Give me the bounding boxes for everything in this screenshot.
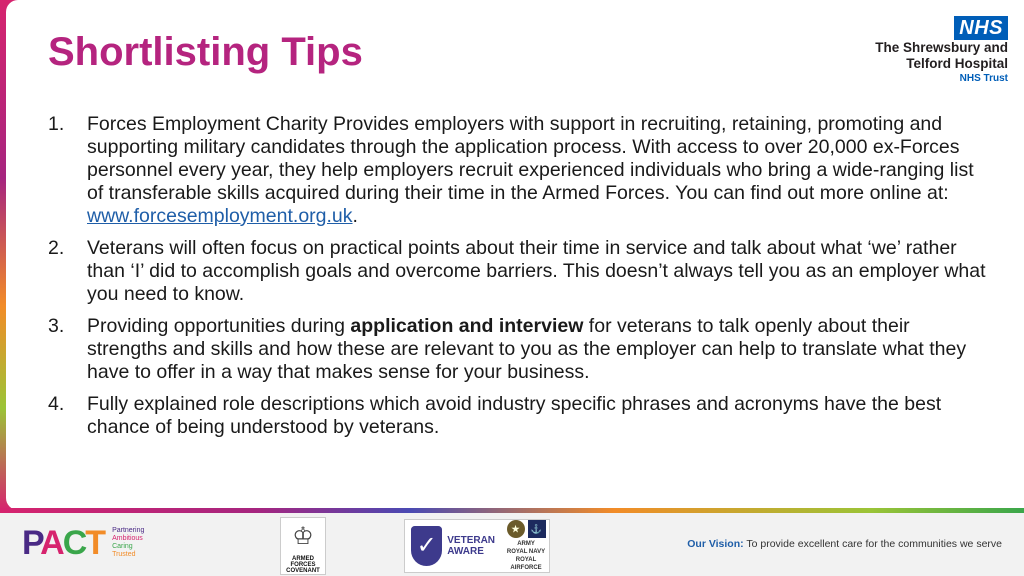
tip-bold-text: application and interview — [350, 315, 584, 337]
trust-name-line-1: The Shrewsbury and — [875, 40, 1008, 55]
navy-badge-icon: ⚓ — [528, 520, 546, 538]
navy-label: ROYAL NAVY — [506, 549, 546, 555]
armed-forces-covenant-logo — [280, 517, 326, 575]
covenant-label: ARMED FORCES COVENANT — [286, 556, 320, 574]
forces-badges — [503, 520, 549, 572]
pact-logo — [22, 526, 144, 560]
tip-text-end: for veterans to talk openly about their strengths and skills and how these are relevant to you as the employer can help to translate what they have to offer in a way that makes sense for your business. — [87, 315, 967, 383]
tip-text: Fully explained role descriptions which avoid industry specific phrases and acronyms have the best chance of being understood by veterans. — [87, 393, 942, 438]
tip-text-end: . — [352, 205, 358, 227]
pact-value-trusted: Trusted — [112, 551, 136, 558]
tip-number: 4. — [48, 393, 65, 415]
aware-word: AWARE — [447, 546, 484, 557]
checkmark-icon: ✓ — [411, 526, 442, 566]
trust-name-line-2: Telford Hospital — [906, 56, 1008, 71]
tip-text: Forces Employment Charity Provides employers with support in recruiting, retaining, promoting and supporting military candidates through the application process. With access to over 20,000 ex-Forces personnel every year, they help employers recruit experienced individuals who bring a wide-ranging list of transferable skills acquired during their time in the Armed Forces. You can find out more online at: — [87, 113, 974, 204]
tip-number: 3. — [48, 315, 65, 337]
pact-value-caring: Caring — [112, 543, 133, 550]
veteran-word: VETERAN — [447, 535, 496, 546]
slide-title: Shortlisting Tips — [48, 30, 363, 74]
vision-statement — [687, 538, 1002, 550]
tip-item-2 — [48, 237, 993, 306]
pact-values — [112, 527, 144, 559]
forces-employment-link[interactable]: www.forcesemployment.org.uk — [87, 205, 353, 227]
tip-item-4 — [48, 393, 993, 439]
veteran-aware-text — [447, 535, 495, 557]
tip-number: 2. — [48, 237, 65, 259]
tips-list — [48, 113, 993, 448]
tip-text-start: Providing opportunities during — [87, 315, 351, 337]
pact-letters — [22, 526, 104, 560]
pact-letter-p: P — [22, 524, 41, 562]
tip-number: 1. — [48, 113, 65, 135]
veteran-aware-logo — [404, 519, 550, 573]
pact-letter-c: C — [62, 524, 86, 562]
army-badge-icon: ★ — [507, 520, 525, 538]
pact-value-ambitious: Ambitious — [112, 535, 143, 542]
pact-value-partnering: Partnering — [112, 527, 145, 534]
nhs-logo-box: NHS — [954, 16, 1008, 40]
army-label: ARMY — [517, 541, 535, 547]
trust-name-line-3: NHS Trust — [959, 73, 1008, 84]
tip-item-3 — [48, 315, 993, 384]
left-accent-mask — [6, 0, 18, 510]
nhs-trust-logo — [858, 16, 1008, 85]
raf-label: ROYAL AIRFORCE — [510, 557, 542, 571]
vision-label: Our Vision: — [687, 538, 744, 550]
crest-icon: ♔ — [292, 523, 314, 550]
vision-text: To provide excellent care for the communities we serve — [746, 538, 1002, 550]
pact-letter-a: A — [40, 524, 63, 562]
tip-text: Veterans will often focus on practical points about their time in service and talk about what ‘we’ rather than ‘I’ did to accomplish goals and overcome barriers. This doesn’t always tell you as an employer what you need to know. — [87, 237, 986, 305]
tip-item-1 — [48, 113, 993, 228]
pact-letter-t: T — [85, 524, 105, 562]
